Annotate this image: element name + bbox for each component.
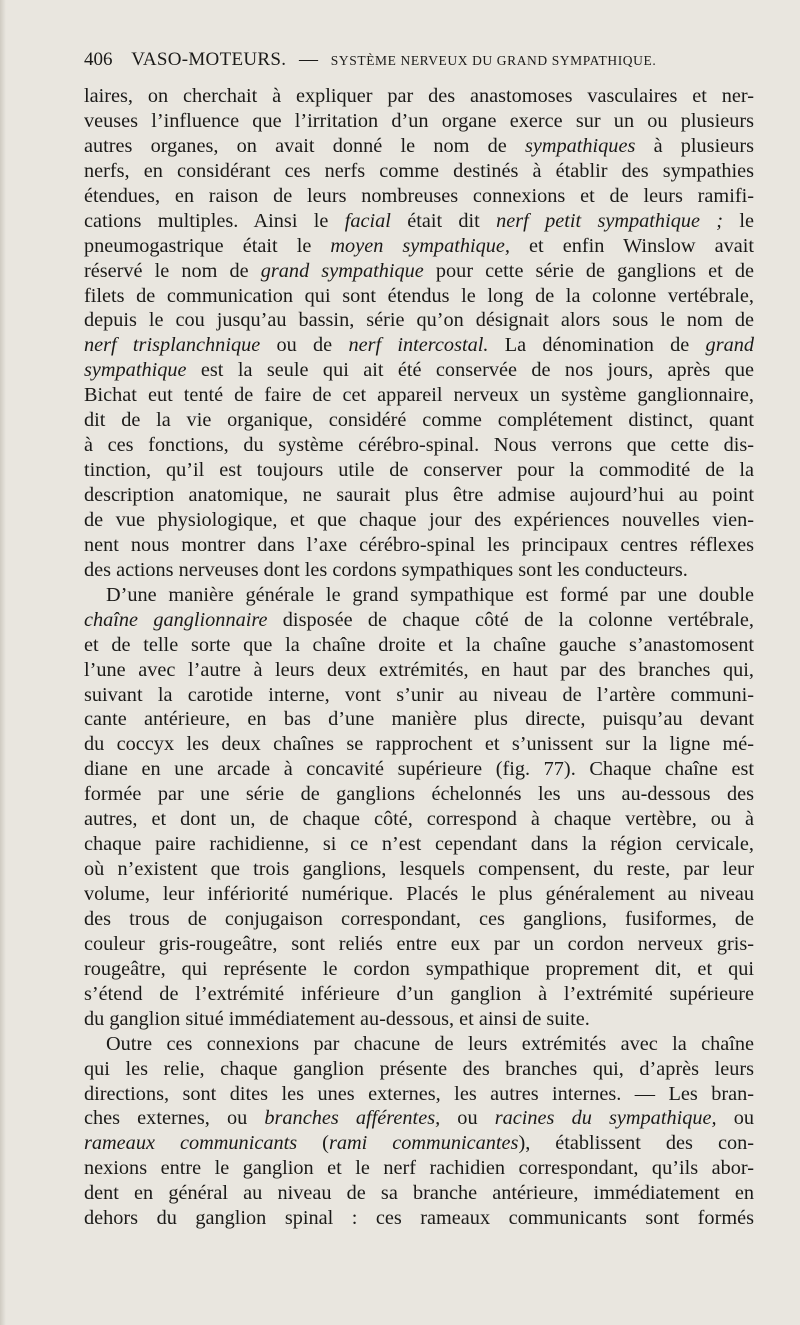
italic-term: nerf intercostal. <box>348 334 489 357</box>
text-run: l’une avec l’autre à leurs deux extrémités, en haut par des branches qui, <box>84 658 754 681</box>
text-line <box>84 1156 754 1181</box>
text-line <box>84 109 754 134</box>
text-run: D’une manière générale le grand sympathique est formé par une double <box>106 583 754 606</box>
text-line <box>84 757 754 782</box>
text-line <box>84 358 754 383</box>
text-run: formée par une série de ganglions échelonnés les uns au-dessous des <box>84 783 754 806</box>
text-run: est la seule qui ait été conservée de nos jours, après que <box>186 359 754 382</box>
text-run: suivant la carotide interne, vont s’unir au niveau de l’artère communi- <box>84 683 754 706</box>
text-run: ( <box>297 1132 329 1155</box>
text-run: veuses l’influence que l’irritation d’un organe exerce sur un ou plusieurs <box>84 109 754 132</box>
text-run: nexions entre le ganglion et le nerf rachidien correspondant, qu’ils abor- <box>84 1157 754 1180</box>
text-run: cante antérieure, en bas d’une manière plus directe, puisqu’au devant <box>84 708 754 731</box>
text-line <box>84 732 754 757</box>
text-line <box>84 857 754 882</box>
header-title: VASO-MOTEURS. <box>131 49 287 70</box>
text-line <box>84 159 754 184</box>
text-run: à ces fonctions, du système cérébro-spinal. Nous verrons que cette dis- <box>84 434 754 457</box>
text-run: étendues, en raison de leurs nombreuses connexions et de leurs ramifi- <box>84 184 754 207</box>
text-run: couleur gris-rougeâtre, sont reliés entre eux par un cordon nerveux gris- <box>84 932 754 955</box>
text-line <box>84 408 754 433</box>
text-run: rougeâtre, qui représente le cordon sympathique proprement dit, et qui <box>84 957 754 980</box>
text-line <box>84 932 754 957</box>
text-run: pneumogastrique était le <box>84 234 331 257</box>
text-line <box>84 458 754 483</box>
text-line <box>84 658 754 683</box>
text-line <box>84 184 754 209</box>
text-run: ou <box>716 1107 755 1130</box>
text-line <box>84 882 754 907</box>
text-line <box>84 1007 754 1032</box>
italic-term: rami communicantes <box>328 1132 519 1155</box>
text-line <box>84 683 754 708</box>
text-run: nerfs, en considérant ces nerfs comme destinés à établir des sympathies <box>84 159 754 182</box>
text-run: était dit <box>390 209 497 232</box>
text-line <box>84 633 754 658</box>
italic-term: nerf petit sympathique ; <box>496 209 724 232</box>
text-run: filets de communication qui sont étendus le long de la colonne vertébrale, <box>84 284 754 307</box>
text-line <box>84 308 754 333</box>
text-line <box>84 583 754 608</box>
text-run: dehors du ganglion spinal : ces rameaux communicants sont formés <box>84 1207 754 1230</box>
text-line <box>84 433 754 458</box>
text-line <box>84 333 754 358</box>
text-run: qui les relie, chaque ganglion présente des branches qui, d’après leurs <box>84 1057 754 1080</box>
text-line <box>84 1131 754 1156</box>
text-line <box>84 1206 754 1231</box>
text-run: Outre ces connexions par chacune de leurs extrémités avec la chaîne <box>106 1032 754 1055</box>
text-line <box>84 209 754 234</box>
text-run: diane en une arcade à concavité supérieure (fig. 77). Chaque chaîne est <box>84 758 754 781</box>
text-line <box>84 558 754 583</box>
text-run: autres organes, on avait donné le nom de <box>84 134 525 157</box>
text-line <box>84 1106 754 1131</box>
text-run: dent en général au niveau de sa branche antérieure, immédiatement en <box>84 1182 754 1205</box>
header-separator: — <box>299 49 319 70</box>
running-header <box>84 49 754 75</box>
text-run: à plusieurs <box>635 134 755 157</box>
text-run: du coccyx les deux chaînes se rapprochent et s’unissent sur la ligne mé- <box>84 733 754 756</box>
text-run: nent nous montrer dans l’axe cérébro-spinal les principaux centres réflexes <box>84 533 754 556</box>
italic-term: rameaux communicants <box>84 1132 298 1155</box>
italic-term: sympathique <box>84 359 187 382</box>
text-line <box>84 234 754 259</box>
italic-term: grand <box>705 334 755 357</box>
text-line <box>84 1082 754 1107</box>
text-line <box>84 982 754 1007</box>
text-line <box>84 284 754 309</box>
text-run: autres, et dont un, de chaque côté, correspond à chaque vertèbre, ou à <box>84 808 754 831</box>
text-run: tinction, qu’il est toujours utile de conserver pour la commodité de la <box>84 459 754 482</box>
text-run: réservé le nom de <box>84 259 261 282</box>
text-run: ), établissent des con- <box>518 1132 754 1155</box>
text-run: le <box>723 209 754 232</box>
text-run: description anatomique, ne saurait plus être admise aujourd’hui au point <box>84 484 754 506</box>
text-line <box>84 134 754 159</box>
text-line <box>84 907 754 932</box>
text-run: ou <box>440 1107 495 1130</box>
text-run: directions, sont dites les unes externes, les autres internes. — Les bran- <box>84 1082 754 1105</box>
text-line <box>84 383 754 408</box>
text-line <box>84 483 754 508</box>
text-line <box>84 1032 754 1057</box>
text-line <box>84 84 754 109</box>
text-run: où n’existent que trois ganglions, lesquels compensent, du reste, par leur <box>84 858 754 881</box>
text-run: depuis le cou jusqu’au bassin, série qu’on désignait alors sous le nom de <box>84 309 754 332</box>
page-number: 406 <box>84 49 113 70</box>
text-run: cations multiples. Ainsi le <box>84 209 345 232</box>
text-line <box>84 608 754 633</box>
text-line <box>84 957 754 982</box>
italic-term: grand sympathique <box>260 259 424 282</box>
italic-term: chaîne ganglionnaire <box>84 608 268 631</box>
page-edge <box>0 0 6 1325</box>
text-run: laires, on cherchait à expliquer par des anastomoses vasculaires et ner- <box>84 85 754 107</box>
text-line <box>84 707 754 732</box>
text-line <box>84 1181 754 1206</box>
italic-term: sympathiques <box>524 134 636 157</box>
italic-term: racines du sympathique, <box>494 1107 717 1130</box>
text-run: ou de <box>260 334 349 357</box>
text-run: dit de la vie organique, considéré comme complétement distinct, quant <box>84 409 754 432</box>
text-line <box>84 832 754 857</box>
text-run: et enfin Winslow avait <box>509 234 754 257</box>
text-run: du ganglion situé immédiatement au-dessous, et ainsi de suite. <box>84 1007 590 1030</box>
text-run: Bichat eut tenté de faire de cet appareil nerveux un système ganglionnaire, <box>84 384 754 407</box>
text-run: et de telle sorte que la chaîne droite et la chaîne gauche s’anastomosent <box>84 633 754 656</box>
text-run: volume, leur infériorité numérique. Placés le plus généralement au niveau <box>84 883 754 905</box>
text-run: pour cette série de ganglions et de <box>423 259 754 282</box>
text-run: de vue physiologique, et que chaque jour des expériences nouvelles vien- <box>84 508 754 531</box>
text-line <box>84 508 754 533</box>
text-run: disposée de chaque côté de la colonne vertébrale, <box>267 608 754 631</box>
text-line <box>84 1057 754 1082</box>
italic-term: moyen sympathique, <box>330 234 510 257</box>
text-run: La dénomination de <box>488 334 706 357</box>
text-line <box>84 807 754 832</box>
text-run: s’étend de l’extrémité inférieure d’un ganglion à l’extrémité supérieure <box>84 982 754 1005</box>
text-line <box>84 533 754 558</box>
text-run: chaque paire rachidienne, si ce n’est cependant dans la région cervicale, <box>84 833 754 856</box>
text-run: ches externes, ou <box>84 1107 265 1130</box>
text-line <box>84 782 754 807</box>
header-subtitle: SYSTÈME NERVEUX DU GRAND SYMPATHIQUE. <box>330 53 657 68</box>
italic-term: branches afférentes, <box>264 1107 441 1130</box>
text-run: des actions nerveuses dont les cordons sympathiques sont les conducteurs. <box>84 558 688 581</box>
italic-term: nerf trisplanchnique <box>84 334 261 357</box>
text-line <box>84 259 754 284</box>
italic-term: facial <box>344 209 391 232</box>
text-run: des trous de conjugaison correspondant, ces ganglions, fusiformes, de <box>84 907 754 930</box>
body-text <box>84 84 754 1231</box>
